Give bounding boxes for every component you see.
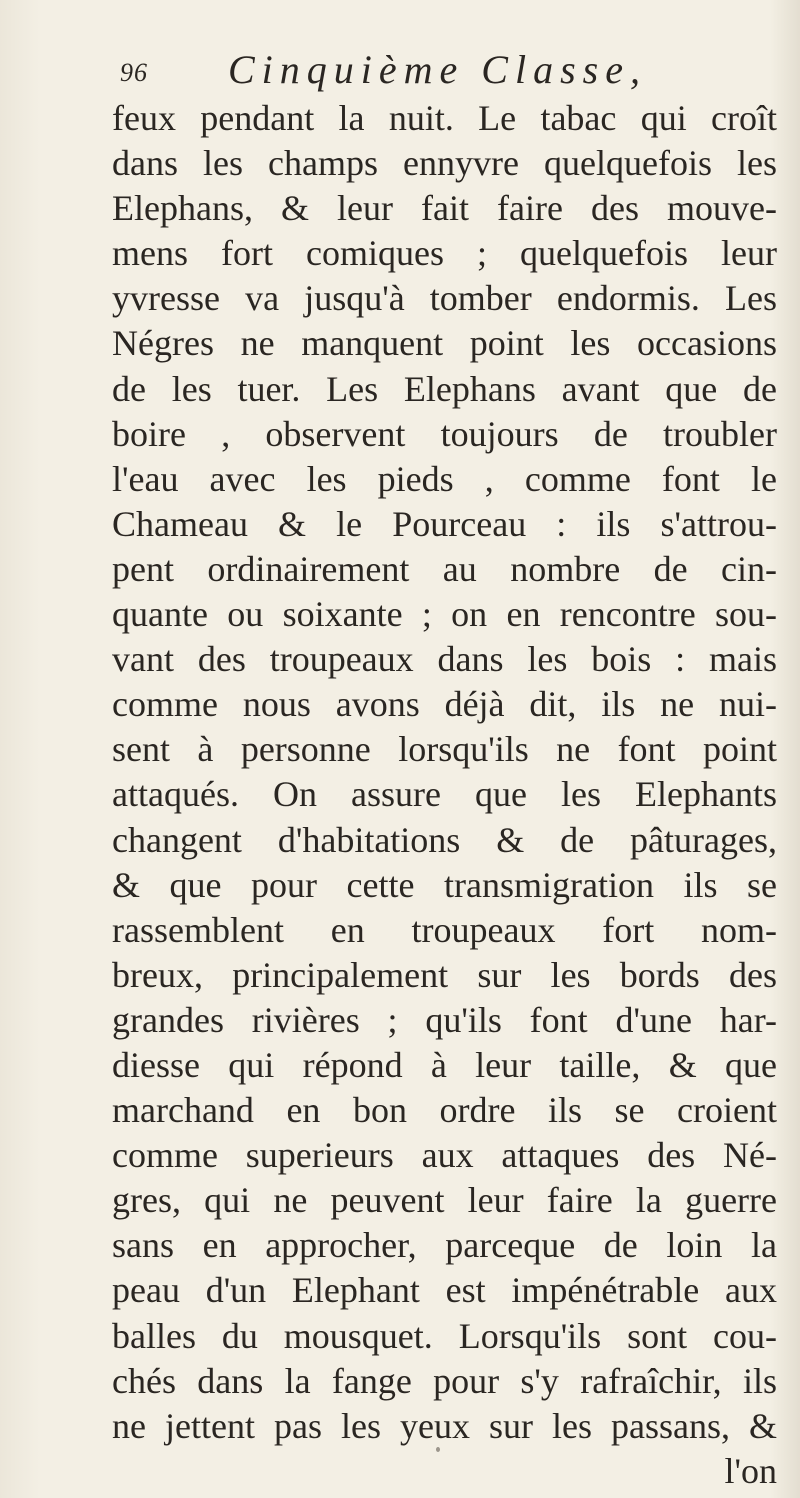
running-title: Cinquième Classe,: [228, 47, 647, 92]
text-line: l'eau avec les pieds , comme font le: [112, 458, 777, 499]
text-line: changent d'habitations & de pâturages,: [112, 819, 777, 860]
text-line: diesse qui répond à leur taille, & que: [112, 1044, 777, 1085]
text-line: marchand en bon ordre ils se croient: [112, 1090, 777, 1131]
text-line: Elephans, & leur fait faire des mouve-: [112, 188, 777, 229]
page-number: 96: [120, 58, 148, 87]
page-header: [120, 40, 720, 96]
text-line: ne jettent pas les yeux sur les passans, &: [112, 1405, 777, 1446]
text-line: yvresse va jusqu'à tomber endormis. Les: [112, 278, 777, 319]
text-line: dans les champs ennyvre quelquefois les: [112, 143, 777, 184]
text-line: grandes rivières ; qu'ils font d'une har-: [112, 999, 777, 1040]
text-line: & que pour cette transmigration ils se: [112, 864, 777, 905]
text-line: attaqués. On assure que les Elephants: [112, 774, 777, 815]
text-line: gres, qui ne peuvent leur faire la guerre: [112, 1180, 777, 1221]
text-line: vant des troupeaux dans les bois : mais: [112, 639, 777, 680]
text-line: comme nous avons déjà dit, ils ne nui-: [112, 684, 777, 725]
text-line: breux, principalement sur les bords des: [112, 954, 777, 995]
text-line: mens fort comiques ; quelquefois leur: [112, 233, 777, 274]
text-line: balles du mousquet. Lorsqu'ils sont cou-: [112, 1315, 777, 1356]
body-text: [112, 96, 777, 1494]
text-line: comme superieurs aux attaques des Né-: [112, 1135, 777, 1176]
text-line: sans en approcher, parceque de loin la: [112, 1225, 777, 1266]
text-line: boire , observent toujours de troubler: [112, 413, 777, 454]
catchword: l'on: [724, 1450, 777, 1491]
text-line: peau d'un Elephant est impénétrable aux: [112, 1270, 777, 1311]
text-line: Négres ne manquent point les occasions: [112, 323, 777, 364]
text-line: sent à personne lorsqu'ils ne font point: [112, 729, 777, 770]
text-line: Chameau & le Pourceau : ils s'attrou-: [112, 503, 777, 544]
text-line: pent ordinairement au nombre de cin-: [112, 548, 777, 589]
ink-speck: [436, 1447, 440, 1452]
text-line: quante ou soixante ; on en rencontre sou-: [112, 594, 777, 635]
text-line: rassemblent en troupeaux fort nom-: [112, 909, 777, 950]
text-line: de les tuer. Les Elephans avant que de: [112, 368, 777, 409]
text-line: feux pendant la nuit. Le tabac qui croît: [112, 98, 777, 138]
text-line: chés dans la fange pour s'y rafraîchir, ils: [112, 1360, 777, 1401]
